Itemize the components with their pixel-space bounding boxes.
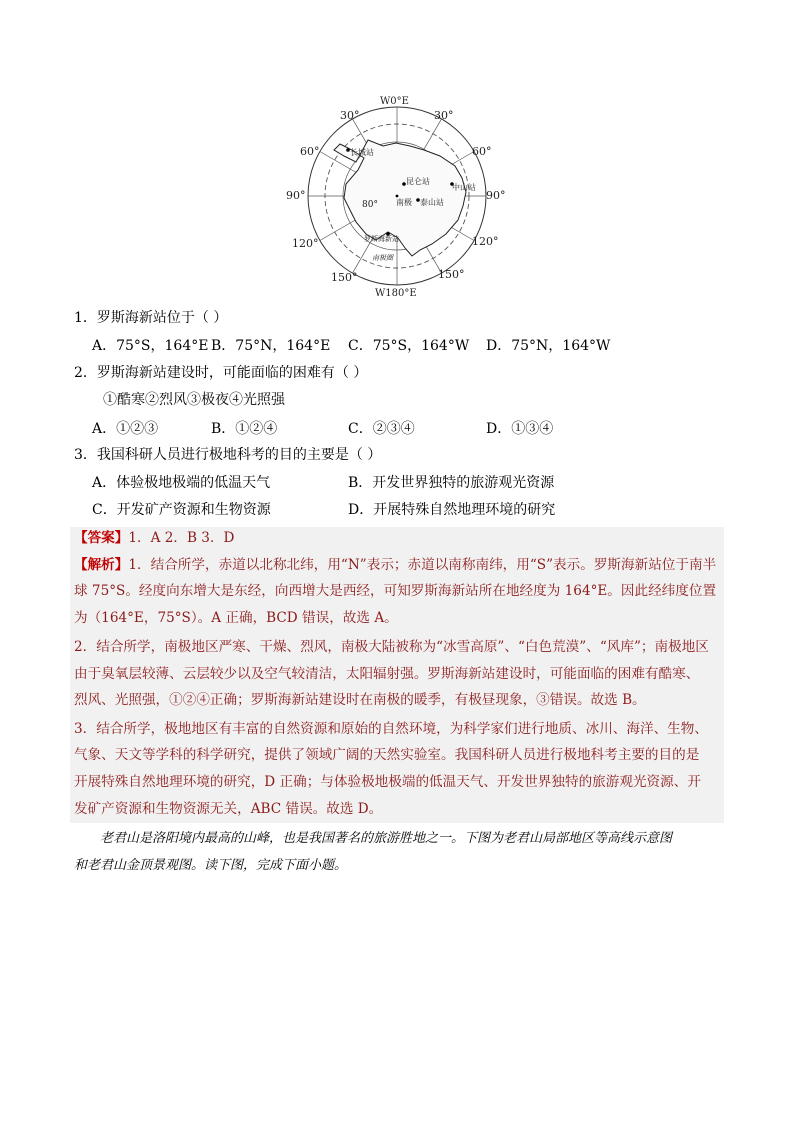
analysis-text-1: 1．结合所学，赤道以北称北纬，用“N”表示；赤道以南称南纬，用“S”表示。罗斯海新站位于南半 (128, 557, 717, 573)
analysis-line-7: 3．结合所学，极地地区有丰富的自然资源和原始的自然环境，为科学家们进行地质、冰川、海洋、生物、 (74, 721, 708, 737)
question-2-option-a: A．①②③ (92, 421, 159, 437)
label-60-right: 60° (472, 145, 492, 158)
question-1-option-b: B．75°N，164°E (211, 338, 331, 354)
question-2-option-c: C．②③④ (348, 421, 415, 437)
analysis-line-4: 2．结合所学，南极地区严寒、干燥、烈风，南极大陆被称为“冰雪高原”、“白色荒漠”、“风库”；南极地区 (74, 639, 709, 655)
label-taishan: 泰山站 (420, 198, 444, 207)
analysis-line-1 (74, 555, 716, 575)
analysis-line-2: 球 75°S。经度向东增大是东经，向西增大是西经，可知罗斯海新站所在地经度为 164°E。因此经纬度位置 (74, 583, 717, 599)
analysis-line-8: 气象、天文等学科的科学研究，提供了领域广阔的天然实验室。我国科研人员进行极地科考主要的目的是 (74, 747, 700, 763)
question-1-option-c: C．75°S，164°W (348, 338, 470, 354)
label-zhongshan: 中山站 (452, 183, 476, 192)
analysis-line-6: 烈风、光照强，①②④正确；罗斯海新站建设时在南极的暖季，有极昼现象，③错误。故选 B。 (74, 692, 646, 708)
label-120-left: 120° (292, 237, 319, 250)
question-2-option-b: B．①②④ (211, 421, 278, 437)
question-3-option-b: B．开发世界独特的旅游观光资源 (348, 475, 555, 491)
question-2-option-d: D．①③④ (486, 421, 554, 437)
antarctica-polar-map (278, 92, 516, 302)
label-30-right: 30° (434, 109, 454, 122)
analysis-line-9: 开展特殊自然地理环境的研究，D 正确；与体验极地极端的低温天气、开发世界独特的旅游观光资源、开 (74, 774, 701, 790)
question-3-stem: 3．我国科研人员进行极地科考的目的主要是（ ） (74, 447, 382, 463)
label-30-left: 30° (340, 109, 360, 122)
top-label: W0°E (380, 96, 409, 107)
label-luosihai: 罗斯海新站 (364, 235, 399, 243)
label-chidaoquan: 南极圈 (372, 254, 393, 262)
question-3-option-a: A．体验极地极端的低温天气 (92, 475, 271, 491)
question-1-option-d: D．75°N，164°W (486, 338, 611, 354)
bottom-label: W180°E (375, 288, 417, 299)
label-150-right: 150° (438, 268, 465, 281)
question-1-option-a: A．75°S，164°E (92, 338, 209, 354)
label-lat-80: 80° (362, 200, 378, 210)
analysis-line-10: 发矿产资源和生物资源无关，ABC 错误。故选 D。 (74, 801, 383, 817)
label-90-right: 90° (486, 189, 506, 202)
answer-text: 1．A 2．B 3．D (128, 530, 235, 546)
label-nanji: 南极 (396, 198, 412, 207)
answer-tag: 【答案】 (74, 530, 129, 546)
question-3-option-c: C．开发矿产资源和生物资源 (92, 502, 271, 518)
next-section-intro-1: 老君山是洛阳境内最高的山峰，也是我国著名的旅游胜地之一。下图为老君山局部地区等高线示意图 (100, 831, 673, 846)
label-60-left: 60° (300, 145, 320, 158)
question-2-stem: 2．罗斯海新站建设时，可能面临的困难有（ ） (74, 365, 368, 381)
label-kunlun: 昆仑站 (406, 177, 430, 186)
label-150-left: 150° (331, 271, 358, 284)
question-2-items: ①酷寒②烈风③极夜④光照强 (103, 392, 285, 408)
next-section-intro-2: 和老君山金顶景观图。读下图，完成下面小题。 (74, 858, 348, 873)
label-120-right: 120° (472, 235, 499, 248)
label-changcheng: 长城站 (350, 148, 374, 157)
analysis-line-3: 为（164°E，75°S）。A 正确，BCD 错误，故选 A。 (74, 610, 398, 626)
analysis-line-5: 由于臭氧层较薄、云层较少以及空气较清洁，太阳辐射强。罗斯海新站建设时，可能面临的困难有酷寒、 (74, 666, 700, 682)
question-1-stem: 1．罗斯海新站位于（ ） (74, 310, 228, 326)
analysis-tag: 【解析】 (74, 557, 129, 573)
south-pole-dot (396, 195, 399, 198)
label-90-left: 90° (286, 189, 306, 202)
question-3-option-d: D．开展特殊自然地理环境的研究 (348, 502, 556, 518)
answer-line (74, 528, 234, 548)
